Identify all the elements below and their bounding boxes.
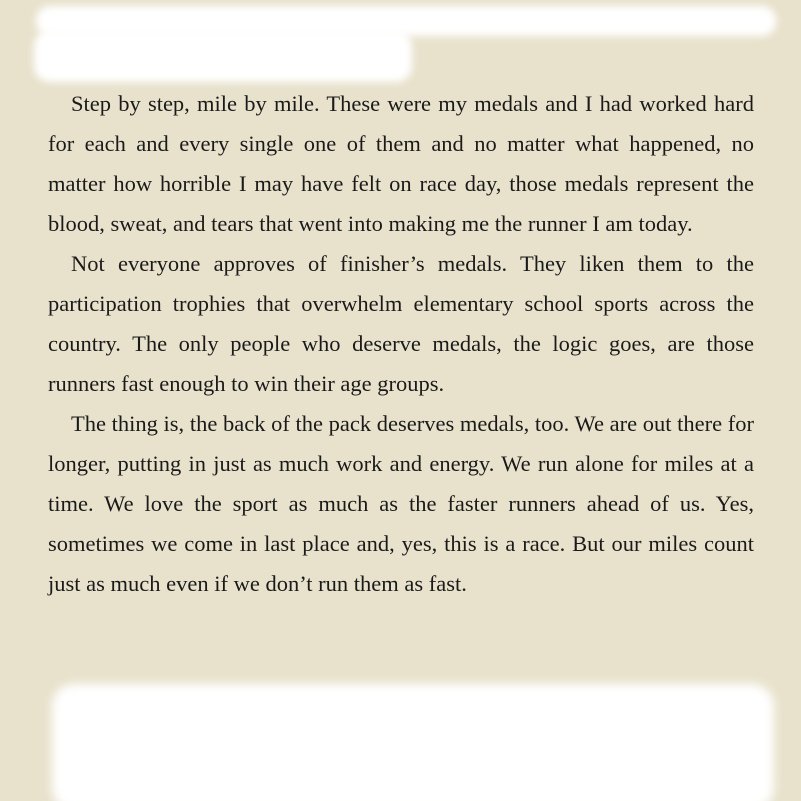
- redaction-top-left: [34, 30, 412, 82]
- paragraph-1: Step by step, mile by mile. These were my medals and I had worked hard for each and every single one of them and no matter what happened, no matter how horrible I may have felt on race day, those medals represent the blood, sweat, and tears that went into making me the runner I am today.: [48, 91, 754, 236]
- paragraph-3: The thing is, the back of the pack deserves medals, too. We are out there for longer, putting in just as much work and energy. We run alone for miles at a time. We love the sport as much as the faster runners ahead of us. Yes, sometimes we come in last place and, yes, this is a race. But our miles count just as much even if we don’t run them as fast.: [48, 411, 754, 596]
- paragraph-2: Not everyone approves of finisher’s medals. They liken them to the participation trophies that overwhelm elementary school sports across the country. The only people who deserve medals, the logic goes, are those runners fast enough to win their age groups.: [48, 251, 754, 396]
- body-text: [48, 84, 754, 604]
- redaction-bottom: [52, 684, 774, 801]
